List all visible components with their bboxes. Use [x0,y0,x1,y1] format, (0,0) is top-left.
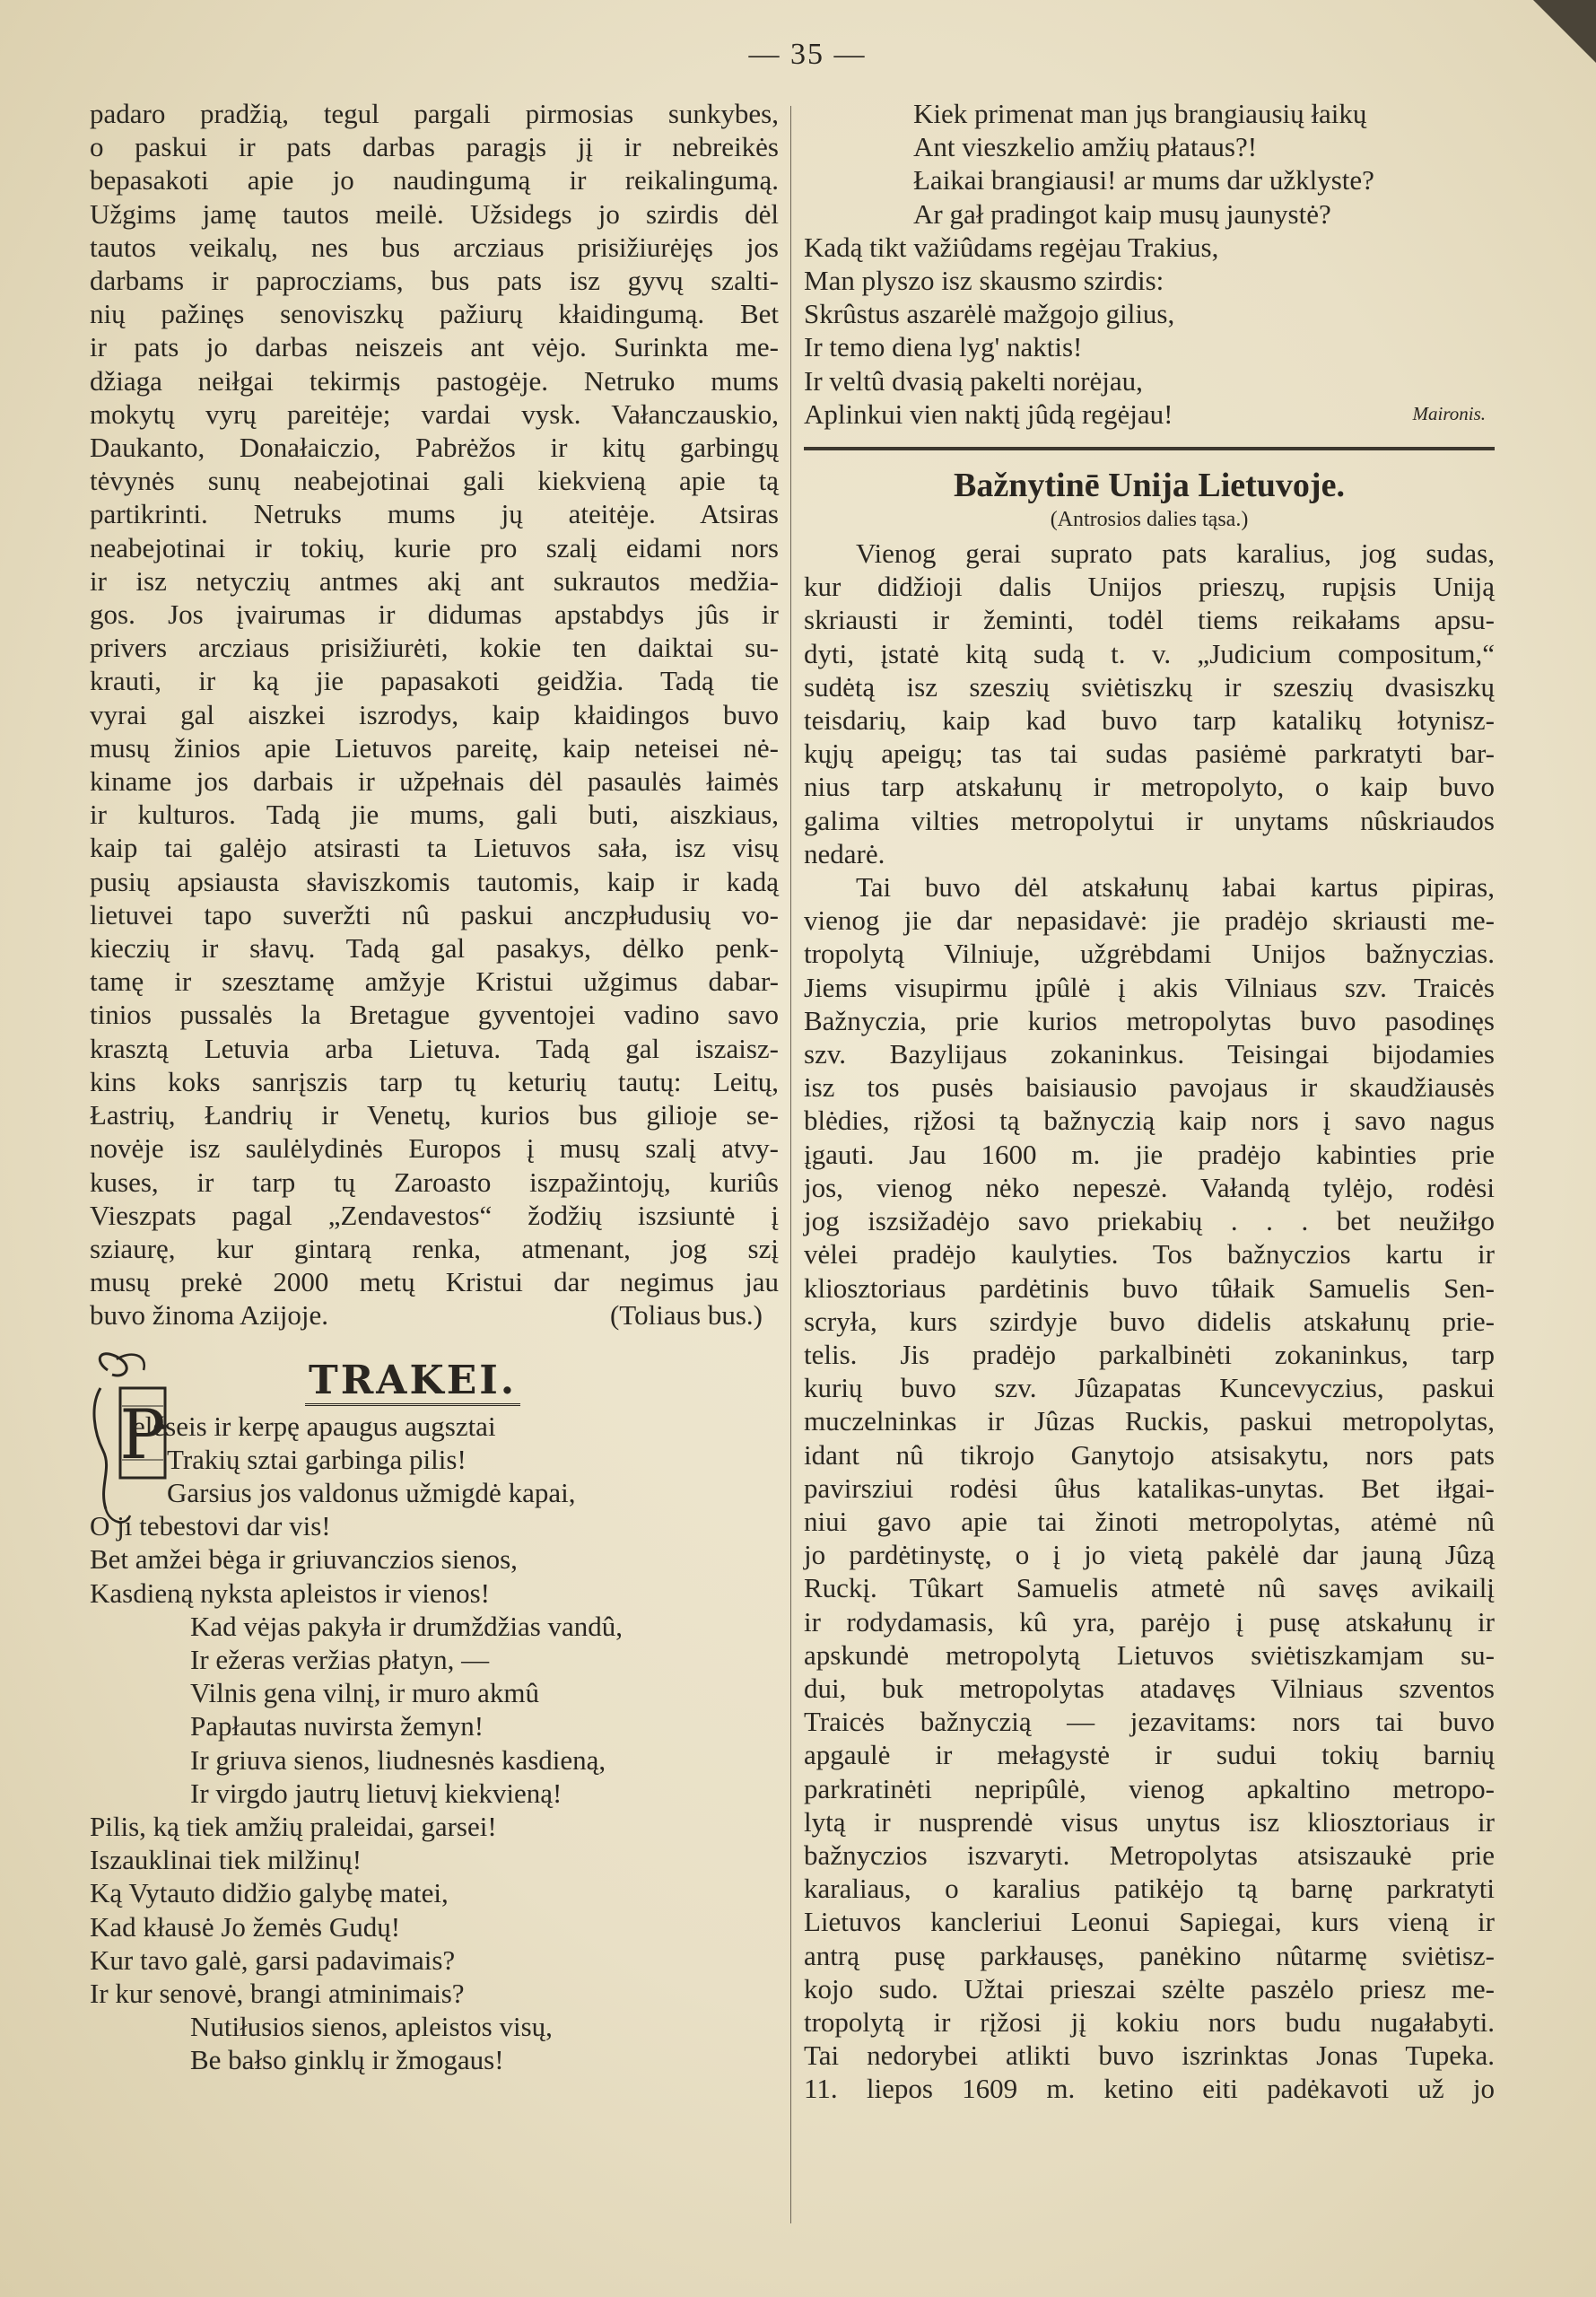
text-line: blėdies, rįžosi tą bažnyczią kaip nors į savo nagus [804,1105,1495,1137]
text-line: Tai nedorybei atlikti buvo iszrinktas Jonas Tupeka. [804,2039,1495,2072]
text-line: kaip tai galėjo atsirasti ta Lietuvos sała, isz visų [90,832,779,864]
text-line: Jiems visupirmu įpûlė į akis Vilniaus szv. Traicės [804,971,1495,1003]
text-line: tinios pussalės la Bretague gyventojei vadino savo [90,999,779,1031]
text-line: novėje isz saulėlydinės Europos į musų szalį atvy- [90,1132,779,1165]
text-line: nių pažinęs senoviszkų pažiurų kłaidingumą. Bet [90,298,779,330]
text-line: niui gavo apie tai žinoti metropolytas, atėmė nû [804,1505,1495,1537]
dropcap-letter: P [119,1393,166,1474]
text-line: kieczių ir słavų. Tadą gal pasakys, dėlko penk- [90,932,779,965]
text-line: vėlei pradėjo kaulyties. Tos bažnyczios kartu ir [804,1238,1495,1271]
text-line: tropolytą ir rįžosi jį kokiu nors budu nugałabyti. [804,2005,1495,2038]
text-line: kųjų apeigų; tas tai sudas pasiėmė parkratyti bar- [804,738,1495,770]
text-line: Tai buvo dėl atskałunų łabai kartus pipiras, [856,871,1495,904]
poem-line: Ant vieszkelio amžių płataus?! [913,131,1258,163]
text-line: skriausti ir žeminti, todėl tiems reikałams apsu- [804,604,1495,636]
poem-line: Man plyszo isz skausmo szirdis: [804,265,1164,297]
poem-line: Ir ežeras veržias płatyn, — [190,1643,490,1675]
text-line: dui, buk metropolytas atadavęs Vilniaus szventos [804,1672,1495,1704]
poem-final-verse: Aplinkui vien naktį jûdą regėjau! [804,397,1173,430]
text-line: tropolytą Vilniuje, užgrėbdami Unijos bažnyczias. [804,938,1495,970]
text-line: Užgims jamę tautos meilė. Užsidegs jo szirdis dėl [90,197,779,230]
text-line: džiaga neiłgai tekirmįs pastogėje. Netruko mums [90,364,779,397]
text-line: tėvynės sunų neabejotinai gali kiekvieną apie tą [90,465,779,497]
text-line: Vienog gerai suprato pats karalius, jog sudas, [856,537,1495,570]
text-line: teisdarių, kaip kad buvo tarp katalikų łotynisz- [804,704,1495,737]
article-body [804,537,1495,2106]
poem-line: Ką Vytauto didžio galybę matei, [90,1877,449,1909]
text-line: pavirsziui rodėsi ûłus katalikas-unytas. Bet iłgai- [804,1472,1495,1504]
text-line: scryła, kurs szirdyje buvo didelis atskałunų prie- [804,1305,1495,1337]
poem-line: Papłautas nuvirsta žemyn! [190,1710,484,1742]
text-line: isz tos pusės baisiausio pavojaus ir skaudžiausės [804,1071,1495,1104]
poem-last-line [804,397,1495,431]
poem-line: Kasdieną nyksta apleistos ir vienos! [90,1576,490,1609]
text-line: telis. Jis pradėjo parkalbinėti zokaninkus, tarp [804,1338,1495,1370]
text-line: kins koks sanrįszis tarp tų keturių tautų: Leitų, [90,1065,779,1097]
article-end-line [90,1298,779,1332]
poem-line: Trakių sztai garbinga pilis! [167,1443,467,1475]
text-line: musų prekė 2000 metų Kristui dar negimus jau [90,1266,779,1298]
poem-line: Iszauklinai tiek milžinų! [90,1844,362,1876]
text-line: ir kulturos. Tadą jie mums, gali buti, aiszkiaus, [90,799,779,831]
text-line: Ruckį. Tûkart Samuelis atmetė nû savęs avikailį [804,1572,1495,1604]
text-line: vyrai gal aiszkei iszrodys, kaip kłaidingos buvo [90,698,779,730]
poem-line: Kur tavo galė, garsi padavimais? [90,1943,456,1976]
text-line: nius tarp atskałunų ir metropolyto, o kaip buvo [804,771,1495,803]
text-line: gos. Jos įvairumas ir didumas apstabdys jûs ir [90,598,779,631]
text-line: kur didžioji dalis Unijos prieszų, rupįsis Uniją [804,571,1495,603]
text-line: darbams ir paprocziams, bus pats isz gyvų szalti- [90,265,779,297]
poem-line: O ji tebestovi dar vis! [90,1510,331,1542]
text-line: privers arcziaus prisižiurėti, kokie ten daiktai su- [90,632,779,664]
text-line: antrą pusę parkłausęs, panėkino nûtarmę sviėtisz- [804,1939,1495,1971]
text-line: nedarė. [804,837,885,869]
text-line: jos, vienog nėko nepeszė. Vałandą tylėjo, rodėsi [804,1171,1495,1203]
poem-line: Nutiłusios sienos, apleistos visų, [190,2011,553,2043]
poem-line: Ir temo diena lyg' naktis! [804,331,1083,363]
poem-continuation [804,97,1495,397]
poem-line: Ir griuva sienos, liudnesnės kasdieną, [190,1743,606,1776]
text-line: jo pardėtinystę, o į jo vietą pakėlė dar jauną Jûzą [804,1539,1495,1571]
text-line: 11. liepos 1609 m. ketino eiti padėkavoti už jo [804,2073,1495,2105]
poem-author: Maironis. [1412,402,1486,424]
text-line: apskundė metropolytą Lietuvos sviėtiszkamjam su- [804,1638,1495,1671]
text-line: vienog jie dar nepasidavė: jie pradėjo skriausti me- [804,904,1495,937]
text-line: apgaulė ir mełagystė ir sudui tokių barnių [804,1739,1495,1771]
text-line: lietuvei tapo suveržti nû paskui anczpłudusių vo- [90,898,779,930]
text-line: jog iszsižadėjo savo priekabių . . . bet neužiłgo [804,1205,1495,1237]
poem-line: Be bałso ginklų ir žmogaus! [190,2044,504,2076]
text-line: padaro pradžią, tegul pargali pirmosias sunkybes, [90,98,779,129]
poem-trakai [90,1410,779,2077]
poem-line: Bet amžei bėga ir griuvanczios sienos, [90,1543,518,1576]
text-line: krasztą Letuvia arba Lietuva. Tadą gal iszaisz- [90,1032,779,1064]
poem-line: Vilnis gena vilnį, ir muro akmû [190,1677,540,1709]
text-line: o paskui ir pats darbas paragįs jį ir nebreikės [90,131,779,163]
text-line: bepasakoti apie jo naudingumą ir reikalingumą. [90,164,779,197]
poem-line: Ir kur senovė, brangi atminimais? [90,1977,465,2009]
text-line: dyti, įstatė kitą sudą t. v. „Judicium compositum,“ [804,637,1495,669]
text-line: tautos veikalų, nes bus arcziaus prisižiurėjęs jos [90,231,779,263]
text-line: kuses, ir tarp tų Zaroasto iszpažintojų, kuriûs [90,1166,779,1198]
poem-line: Kad kłausė Jo žemės Gudų! [90,1910,401,1943]
text-line: ir pats jo darbas neiszeis ant vėjo. Surinkta me- [90,331,779,363]
text-line: Traicės bažnyczią — jezavitams: nors tai buvo [804,1706,1495,1738]
text-line: parkratinėti nepripûlė, vienog apkaltino metropo- [804,1772,1495,1804]
page-number: — 35 — [748,38,867,71]
poem-line: Łaikai brangiausi! ar mums dar užklyste? [913,164,1374,197]
text-line: Vieszpats pagal „Zendavestos“ žodžių iszsiuntė į [90,1199,779,1231]
text-line: bažnyczios iszvaryti. Metropolytas atsiszaukė prie [804,1838,1495,1871]
poem-line: Ar gał pradingot kaip musų jaunystė? [913,197,1331,230]
article-title: Bažnytinē Unija Lietuvoje. [954,467,1345,505]
text-line: ir rodydamasis, kû yra, parėjo į pusę atskałunų ir [804,1605,1495,1638]
ornamental-dropcap [90,1352,176,1532]
poem-line: Kiek primenat man jųs brangiausių łaikų [913,98,1367,129]
text-line: galima vilties metropolytui ir unytams nûskriaudos [804,804,1495,836]
left-column [90,97,779,2077]
poem-line: Ir virgdo jautrų lietuvį kiekvieną! [190,1777,563,1809]
text-line: neabejotinai ir tokių, kurie pro szalį eidami nors [90,531,779,563]
section-rule [804,447,1495,450]
text-line: idant nû tikrojo Ganytojo atsisakytu, nors pats [804,1438,1495,1471]
text-line: lytą ir nusprendė visus unytus isz kliosztoriaus ir [804,1805,1495,1838]
column-divider [790,106,791,2223]
poem-line: Garsius jos valdonus užmigdė kapai, [167,1476,576,1508]
poem-line: Kadą tikt važiûdams regėjau Trakius, [804,231,1219,263]
text-line: mokytų vyrų pareitėje; vardai vysk. Vałanczauskio, [90,397,779,430]
text-line: Lietuvos kancleriui Leonui Sapiegai, kurs vieną ir [804,1906,1495,1938]
text-line: įgauti. Jau 1600 m. jie pradėjo kabinties prie [804,1138,1495,1170]
article-end-text: buvo žinoma Azijoje. [90,1299,329,1332]
text-line: partikrinti. Netruks mums jų ateitėje. Atsiras [90,498,779,530]
dropcap-ornament-icon [90,1352,179,1532]
text-line: Łastrių, Łandrių ir Venetų, kurios bus gilioje se- [90,1099,779,1131]
text-line: Bažnyczia, prie kurios metropolytas buvo pasodinęs [804,1004,1495,1036]
poem-line: eléseis ir kerpę apaugus augsztai [133,1410,496,1442]
article-subtitle: (Antrosios dalies tąsa.) [1050,508,1249,532]
text-line: kurių buvo szv. Jûzapatas Kuncevyczius, paskui [804,1372,1495,1404]
to-be-continued: (Toliaus bus.) [609,1299,763,1332]
poem-line: Kad vėjas pakyła ir drumždžias vandû, [190,1610,624,1642]
poem-line: Skrûstus aszarėlė mažgojo gilius, [804,298,1175,330]
text-line: musų žinios apie Lietuvos pareitę, kaip neteisei nė- [90,731,779,764]
text-line: kliosztoriaus pardėtinis buvo tûłaik Samuelis Sen- [804,1271,1495,1304]
text-line: krauti, ir ką jie papasakoti geidžia. Tadą tie [90,665,779,697]
poem-title: TRAKEI. [305,1358,520,1403]
text-line: kiname jos darbais ir užpełnais dėl pasaulės łaimės [90,765,779,798]
text-line: karaliaus, o karalius patikėjo tą barnę parkratyti [804,1873,1495,1905]
text-line: muczelninkas ir Jûzas Ruckis, paskui metropolytas, [804,1405,1495,1437]
article-continuation [90,97,779,1298]
text-line: pusių apsiausta słaviszkomis tautomis, kaip ir kadą [90,865,779,897]
text-line: sudėtą isz szeszių sviėtiszkų ir szeszių dvasiszkų [804,670,1495,703]
text-line: Daukanto, Donałaiczio, Pabrėžos ir kitų garbingų [90,432,779,464]
text-line: szv. Bazylijaus zokaninkus. Teisingai bijodamies [804,1038,1495,1070]
poem-line: Ir veltû dvasią pakelti norėjau, [804,364,1143,397]
folded-corner [1533,0,1596,63]
text-line: kojo sudo. Užtai prieszai szėlte paszėlo priesz me- [804,1972,1495,2004]
text-line: ir isz netyczių antmes akį ant sukrautos medžia- [90,564,779,597]
text-line: tamę ir szesztamę amžyje Kristui užgimus dabar- [90,965,779,998]
poem-line: Pilis, ką tiek amžių praleidai, garsei! [90,1810,497,1842]
right-column [804,97,1495,2106]
text-line: sziaurę, kur gintarą renka, atmenant, jog szį [90,1232,779,1264]
